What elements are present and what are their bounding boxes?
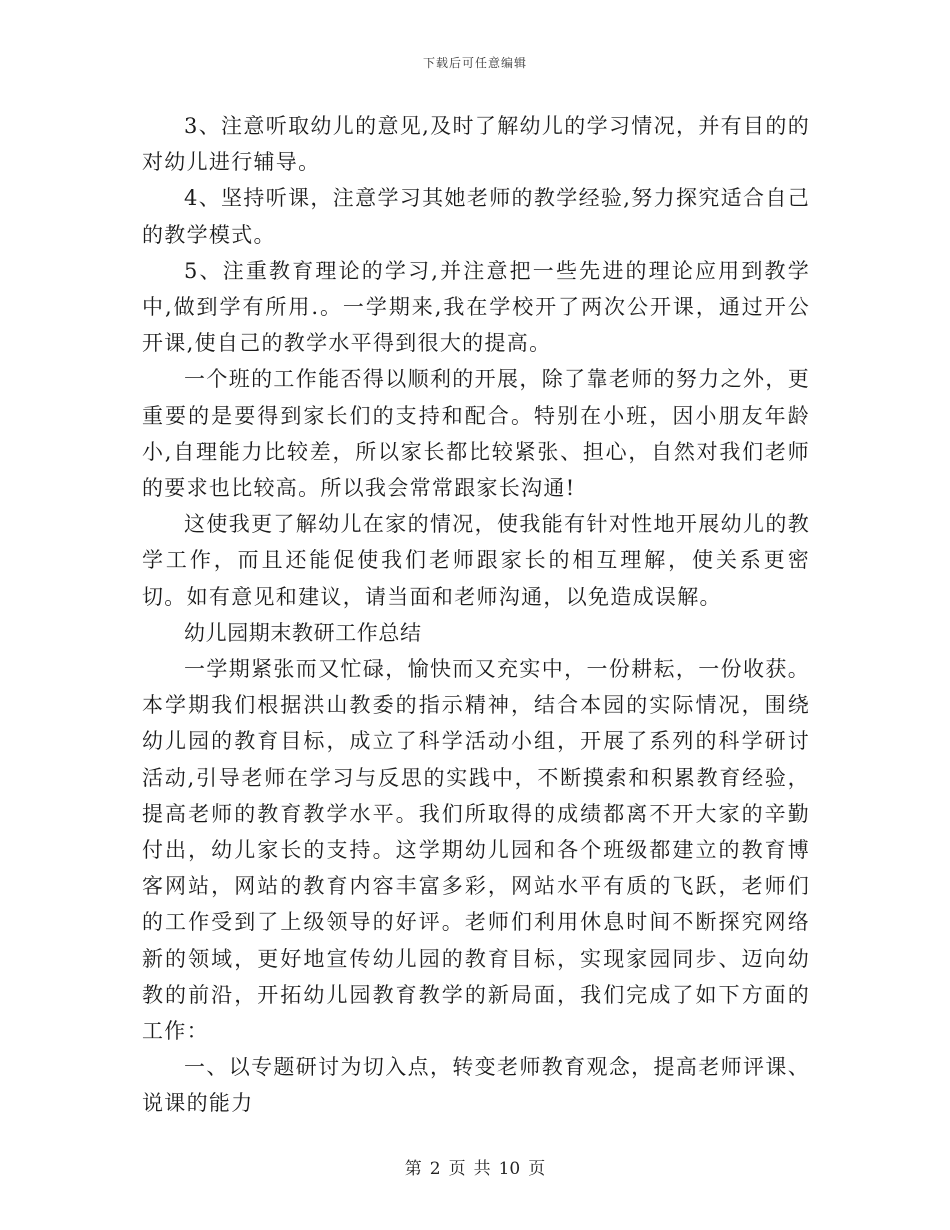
footer-page-word: 页 — [448, 1159, 466, 1179]
paragraph-class-work: 一个班的工作能否得以顺利的开展，除了靠老师的努力之外，更重要的是要得到家长们的支持和配合。特别在小班，因小朋友年龄小,自理能力比较差，所以家长都比较紧张、担心，自然对我们老师的要求也比较高。所以我会常常跟家长沟通! — [142, 367, 810, 501]
footer-total-word: 共 — [473, 1159, 491, 1179]
footer-current-page: 2 — [429, 1159, 441, 1179]
paragraph-parent-communication: 这使我更了解幼儿在家的情况，使我能有针对性地开展幼儿的教学工作，而且还能促使我们老师跟家长的相互理解，使关系更密切。如有意见和建议，请当面和老师沟通，以免造成误解。 — [142, 512, 810, 609]
paragraph-section-one: 一、以专题研讨为切入点，转变老师教育观念，提高老师评课、说课的能力 — [142, 1055, 810, 1116]
footer-prefix: 第 — [404, 1159, 422, 1179]
paragraph-item-5: 5、注重教育理论的学习,并注意把一些先进的理论应用到教学中,做到学有所用.。一学期来,我在学校开了两次公开课，通过开公开课,使自己的教学水平得到很大的提高。 — [142, 258, 810, 356]
footer-suffix: 页 — [528, 1159, 546, 1179]
paragraph-item-3: 3、注意听取幼儿的意见,及时了解幼儿的学习情况，并有目的的对幼儿进行辅导。 — [142, 114, 810, 175]
section-title: 幼儿园期末教研工作总结 — [184, 620, 422, 645]
page-header: 下载后可任意编辑 — [422, 56, 527, 70]
paragraph-item-4: 4、坚持听课，注意学习其她老师的教学经验,努力探究适合自己的教学模式。 — [142, 186, 810, 247]
document-body — [142, 108, 810, 1122]
footer-total-pages: 10 — [498, 1159, 521, 1179]
page-footer — [0, 1154, 950, 1179]
paragraph-semester-summary: 一学期紧张而又忙碌，愉快而又充实中，一份耕耘，一份收获。本学期我们根据洪山教委的指示精神，结合本园的实际情况，围绕幼儿园的教育目标，成立了科学活动小组，开展了系列的科学研讨活动,引导老师在学习与反思的实践中，不断摸索和积累教育经验，提高老师的教育教学水平。我们所取得的成绩都离不开大家的辛勤付出，幼儿家长的支持。这学期幼儿园和各个班级都建立的教育博客网站，网站的教育内容丰富多彩，网站水平有质的飞跃，老师们的工作受到了上级领导的好评。老师们利用休息时间不断探究网络新的领域，更好地宣传幼儿园的教育目标，实现家园同步、迈向幼教的前沿，开拓幼儿园教育教学的新局面，我们完成了如下方面的工作： — [142, 657, 810, 1044]
